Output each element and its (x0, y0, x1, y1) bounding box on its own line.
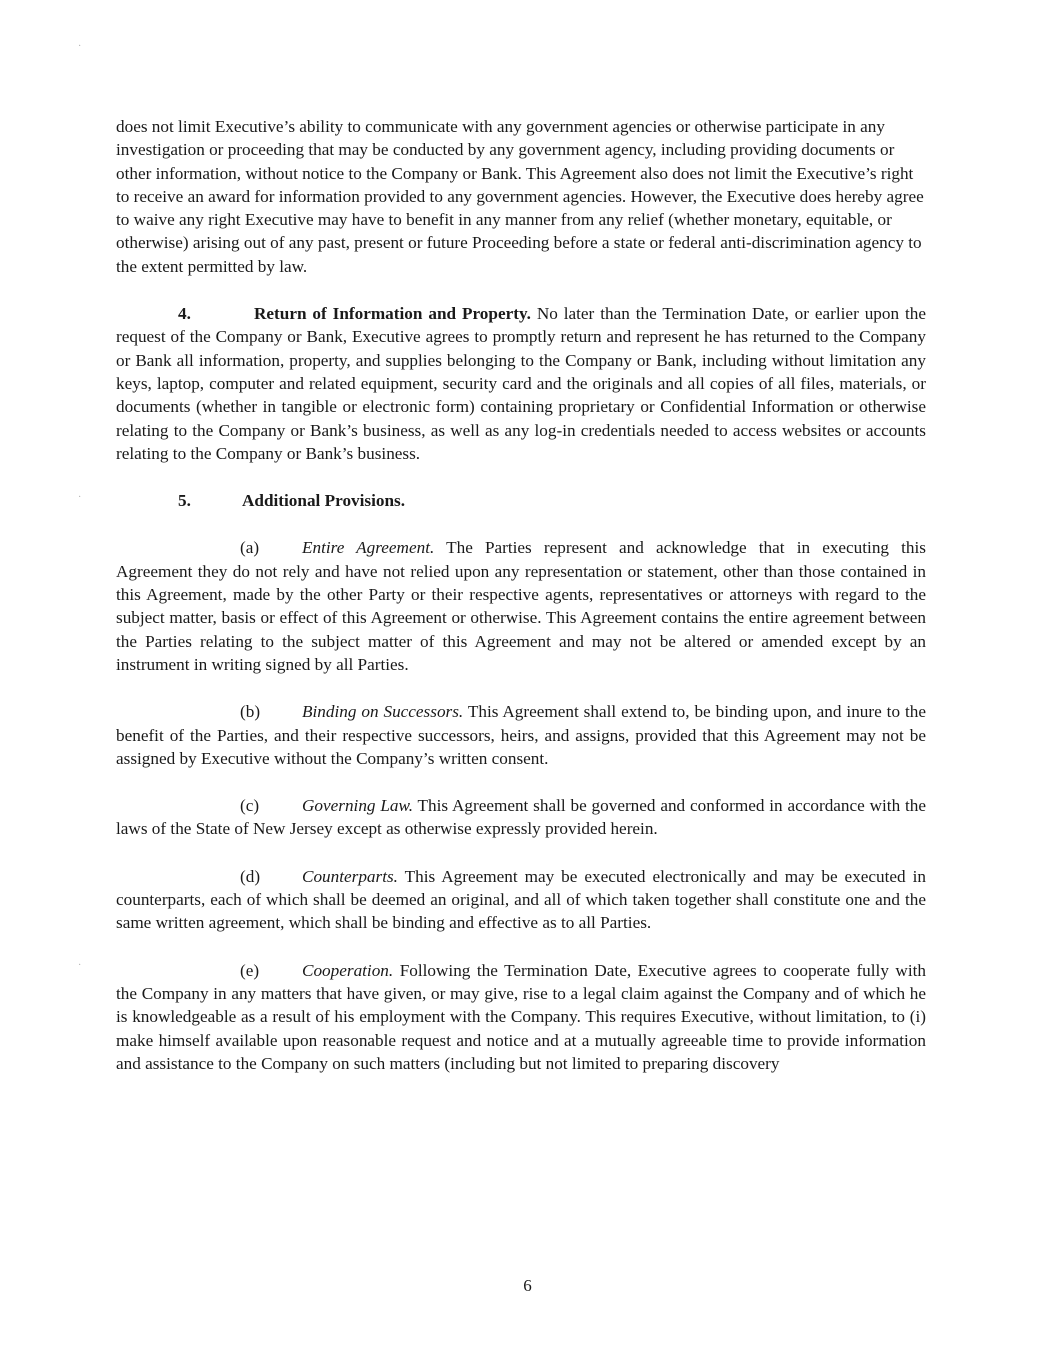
section-4-heading: Return of Information and Property. (254, 304, 531, 324)
margin-tick-mark: · (78, 492, 82, 503)
subsection-a-text: The Parties represent and acknowledge that in executing this Agreement they do not rely and have not relied upon any representation or statement, other than those contained in this Agreement, made by the other Party or their respective agents, representatives or attorneys with regard to the subject matter, basis or effect of this Agreement or otherwise. This Agreement contains the entire agreement between the Parties relating to the subject matter of this Agreement and may not be altered or amended except by an instrument in writing signed by all Parties. (116, 538, 926, 674)
subsection-a-title: Entire Agreement. (302, 538, 435, 558)
subsection-a-label: (a) (240, 538, 260, 558)
subsection-e-label: (e) (240, 960, 260, 980)
subsection-d-text: This Agreement may be executed electronically and may be executed in counterparts, each of which shall be deemed an original, and all of which taken together shall constitute one and the same written agreement, which shall be binding and effective as to all Parties. (116, 866, 926, 933)
subsection-c-label: (c) (240, 796, 260, 816)
section-5-number: 5. (178, 491, 191, 511)
section-5-heading: Additional Provisions. (242, 491, 406, 511)
margin-tick-mark: · (78, 41, 82, 52)
subsection-e-title: Cooperation. (302, 960, 394, 980)
section-4-number: 4. (178, 304, 191, 324)
subsection-e (116, 959, 926, 1075)
subsection-b-title: Binding on Successors. (302, 702, 464, 722)
subsection-d-label: (d) (240, 866, 261, 886)
subsection-b-label: (b) (240, 702, 261, 722)
margin-tick-mark: · (78, 960, 82, 971)
subsection-a (116, 536, 926, 676)
subsection-c-title: Governing Law. (302, 796, 413, 816)
subsection-c (116, 794, 926, 841)
subsection-b (116, 700, 926, 770)
section-5-heading-line (116, 489, 926, 512)
intro-paragraph: does not limit Executive’s ability to communicate with any government agencies or otherwise participate in any investigation or proceeding that may be conducted by any government agency, including providing documents or other information, without notice to the Company or Bank. This Agreement also does not limit the Executive’s right to receive an award for information provided to any government agencies. However, the Executive does hereby agree to waive any right Executive may have to benefit in any manner from any relief (whether monetary, equitable, or otherwise) arising out of any past, present or future Proceeding before a state or federal anti-discrimination agency to the extent permitted by law. (116, 117, 924, 276)
page-number: 6 (523, 1276, 532, 1295)
subsection-c-text: This Agreement shall be governed and conformed in accordance with the laws of the State of New Jersey except as otherwise expressly provided herein. (116, 796, 927, 839)
subsection-e-text: Following the Termination Date, Executive agrees to cooperate fully with the Company in any matters that have given, or may give, rise to a legal claim against the Company and of which he is knowledgeable as a result of his employment with the Company. This requires Executive, without limitation, to (i) make himself available upon reasonable request and notice and at a mutually agreeable time to provide information and assistance to the Company on such matters (including but not limited to preparing discovery (116, 960, 926, 1073)
document-body (116, 115, 926, 1099)
section-4-text: No later than the Termination Date, or earlier upon the request of the Company or Bank, Executive agrees to promptly return and represent he has returned to the Company or Bank all information, property, and supplies belonging to the Company or Bank, including without limitation any keys, laptop, computer and related equipment, security card and the originals and all copies of all files, materials, or documents (whether in tangible or electronic form) containing proprietary or Confidential Information or otherwise relating to the Company or Bank’s business, as well as any log-in credentials needed to access websites or accounts relating to the Company or Bank’s business. (116, 304, 927, 463)
subsection-b-text: This Agreement shall extend to, be binding upon, and inure to the benefit of the Parties, and their respective successors, heirs, and assigns, provided that this Agreement may not be assigned by Executive without the Company’s written consent. (116, 702, 926, 768)
subsection-d (116, 865, 926, 935)
section-4 (116, 302, 926, 465)
subsection-d-title: Counterparts. (302, 866, 398, 886)
